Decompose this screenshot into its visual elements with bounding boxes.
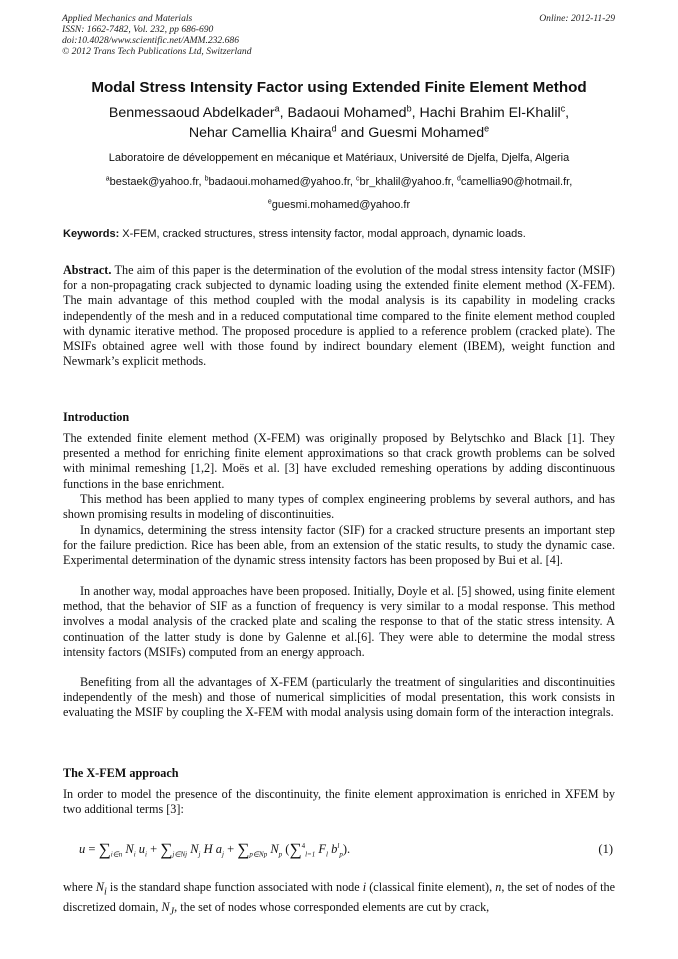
author-5: Guesmi Mohamed (368, 125, 485, 141)
email-list: $^a$bestaek@yahoo.fr, $^b$badaoui.mohamed@yahoo.fr, $^c$br_khalil@yahoo.fr, $^d$camellia90@hotmail.fr, $^e$guesmi.mohamed@yahoo.fr (105, 175, 573, 211)
keywords-label: Keywords: (63, 228, 120, 240)
email-e[interactable]: guesmi.mohamed@yahoo.fr (271, 199, 411, 211)
xfem-paragraph-2: where $N_i$ is the standard shape function associated with node i (classical finite element), n, the set of nodes of the discretized domain, $N_J$, the set of nodes whose corresponded elements are cut by crack, (63, 880, 615, 918)
author-2-sup: b (406, 103, 412, 114)
doi-line[interactable]: doi:10.4028/www.scientific.net/AMM.232.686 (62, 35, 240, 46)
keywords-text: X-FEM, cracked structures, stress intensity factor, modal approach, dynamic loads. (119, 228, 526, 240)
intro-paragraph-1: The extended finite element method (X-FEM) was originally proposed by Belytschko and Black [1]. They presented a method for enriching finite element approximations so that crack growth problems can be solved with minimal remeshing [1,2]. Moës et al. [3] have excluded remeshing operations by adding discontinuous functions in the base enrichment. (63, 431, 615, 491)
paper-title: Modal Stress Intensity Factor using Extended Finite Element Method (91, 79, 587, 96)
journal-name: Applied Mechanics and Materials (62, 13, 193, 24)
equation-1 (63, 838, 615, 864)
author-3-sup: c (560, 103, 566, 114)
author-list: Benmessaoud Abdelkader$^a$, Badaoui Mohamed$^b$, Hachi Brahim El-Khalil$^c$, Nehar Camellia Khaira$^d$ and Guesmi Mohamed$^e$ (108, 103, 570, 141)
xfem-heading: The X-FEM approach (63, 766, 179, 780)
email-a[interactable]: bestaek@yahoo.fr (109, 176, 199, 188)
author-3: Hachi Brahim El-Khalil (419, 105, 561, 121)
author-1-sup: a (274, 103, 280, 114)
affiliation: Laboratoire de développement en mécanique et Matériaux, Université de Djelfa, Djelfa, Algeria (108, 152, 570, 164)
issn-line: ISSN: 1662-7482, Vol. 232, pp 686-690 (62, 24, 214, 35)
abstract-label: Abstract. (63, 263, 112, 277)
equation-1-body: $u = \sum_{i\in n}$ $N_i$ $u_i + \sum_{j\in Nj}$ $N_j$ H $a_j + \sum_{p\in Np}$ $N_p$ (∑$^4_{l=1}$ $F_l$ $b^l_p$). (79, 840, 351, 859)
intro-paragraph-4: In another way, modal approaches have been proposed. Initially, Doyle et al. [5] showed, using finite element method, that the behavior of SIF as a function of frequency is very similar to a modal response. This method involves a modal analysis of the cracked plate and scaling the response to that of the static stress intensity. A continuation of the latter study is done by Galenne et al.[6]. They were able to determine the modal stress intensity factors (MSIFs) computed from an energy approach. (63, 584, 615, 659)
intro-paragraph-5: Benefiting from all the advantages of X-FEM (particularly the treatment of singularities and discontinuities independently of the mesh) and those of numerical simplicities of modal presentation, this work consists in evaluating the MSIF by coupling the X-FEM with modal analysis using domain form of the interaction integrals. (63, 675, 615, 720)
author-1: Benmessaoud Abdelkader (108, 105, 275, 121)
abstract-text: The aim of this paper is the determination of the evolution of the modal stress intensity factor (MSIF) for a non-propagating crack subjected to dynamic loading using the extended finite element method (X-FEM). The main advantage of this method coupled with the modal analysis is its capability in modeling cracks independently of the mesh and in a reduced computational time compared to the finite element method coupled with dynamic iterative method. The proposed procedure is applied to a reference problem (cracked plate). The MSIFs obtained agree well with those found by indirect boundary element (IBEM), weight function and Newmark’s explicit methods. (63, 263, 615, 369)
keywords (63, 228, 615, 240)
email-b[interactable]: badaoui.mohamed@yahoo.fr (208, 176, 350, 188)
online-date: Online: 2012-11-29 (539, 13, 615, 24)
copyright-line: © 2012 Trans Tech Publications Ltd, Switzerland (62, 46, 252, 57)
author-5-sup: e (484, 123, 490, 134)
author-4-sup: d (331, 123, 337, 134)
xfem-paragraph-1: In order to model the presence of the discontinuity, the finite element approximation is enriched in XFEM by two additional terms [3]: (63, 787, 615, 817)
intro-paragraph-3: In dynamics, determining the stress intensity factor (SIF) for a cracked structure presents an important step for the failure prediction. Rice has been able, from an extension of the static results, to study the dynamic case. Experimental determination of the dynamic stress intensity factors has been proposed by Bui et al. [4]. (63, 523, 615, 568)
journal-meta (62, 13, 252, 57)
equation-1-number: (1) (598, 842, 613, 856)
email-d[interactable]: camellia90@hotmail.fr (460, 176, 570, 188)
intro-paragraph-2: This method has been applied to many types of complex engineering problems by several authors, and has shown promising results in modeling of discontinuities. (63, 492, 615, 522)
introduction-heading: Introduction (63, 410, 130, 424)
abstract (63, 263, 615, 369)
author-4: Nehar Camellia Khaira (188, 125, 332, 141)
author-2: Badaoui Mohamed (287, 105, 407, 121)
email-c[interactable]: br_khalil@yahoo.fr (359, 176, 451, 188)
